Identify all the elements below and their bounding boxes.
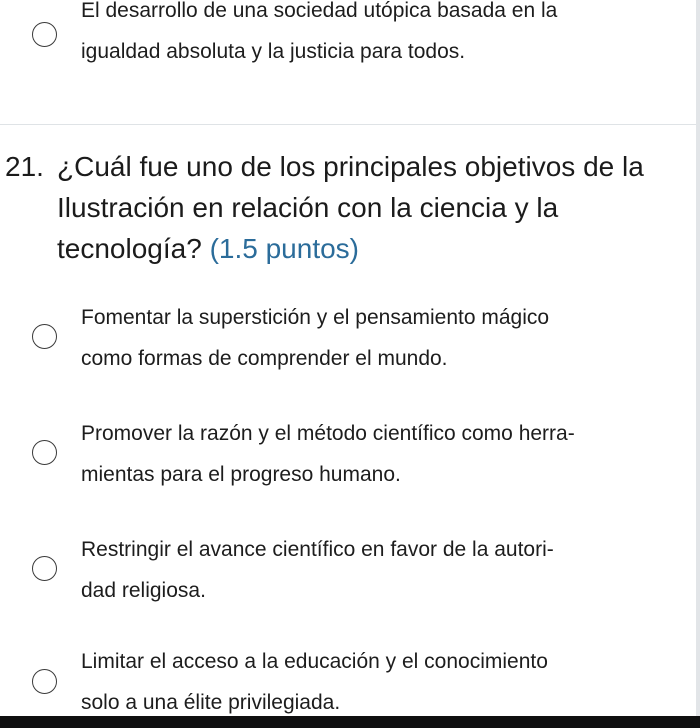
answer-option-1[interactable] [0, 292, 680, 386]
answer-option-1-text: Fomentar la superstición y el pensamiento mágico como formas de comprender el mundo. [81, 306, 550, 370]
answer-option-3[interactable] [0, 524, 680, 618]
radio-button[interactable] [32, 22, 57, 47]
answer-option-4-text: Limitar el acceso a la educación y el conocimiento solo a una élite privilegiada. [81, 650, 548, 714]
radio-button-3[interactable] [32, 556, 57, 581]
bottom-bar [0, 716, 700, 728]
option-text: El desarrollo de una sociedad utópica basada en la igualdad absoluta y la justicia para todos. [81, 0, 558, 63]
question-points: (1.5 puntos) [209, 233, 359, 264]
radio-button-1[interactable] [32, 324, 57, 349]
answer-option-2-text: Promover la razón y el método científico como herra- mientas para el progreso humano. [81, 422, 575, 486]
question-prompt: ¿Cuál fue uno de los principales objetivos de la Ilustración en relación con la ciencia y la tecnología? [57, 151, 644, 264]
question-text [57, 146, 692, 269]
question-number: 21. [5, 151, 44, 182]
radio-button-4[interactable] [32, 669, 57, 694]
radio-button-2[interactable] [32, 440, 57, 465]
answer-option-4[interactable] [0, 636, 680, 728]
answer-option-3-text: Restringir el avance científico en favor de la autori- dad religiosa. [81, 538, 554, 602]
answer-option-2[interactable] [0, 408, 680, 502]
previous-question-option[interactable] [0, 0, 680, 80]
question-divider [0, 124, 700, 125]
card-right-edge [696, 0, 700, 716]
